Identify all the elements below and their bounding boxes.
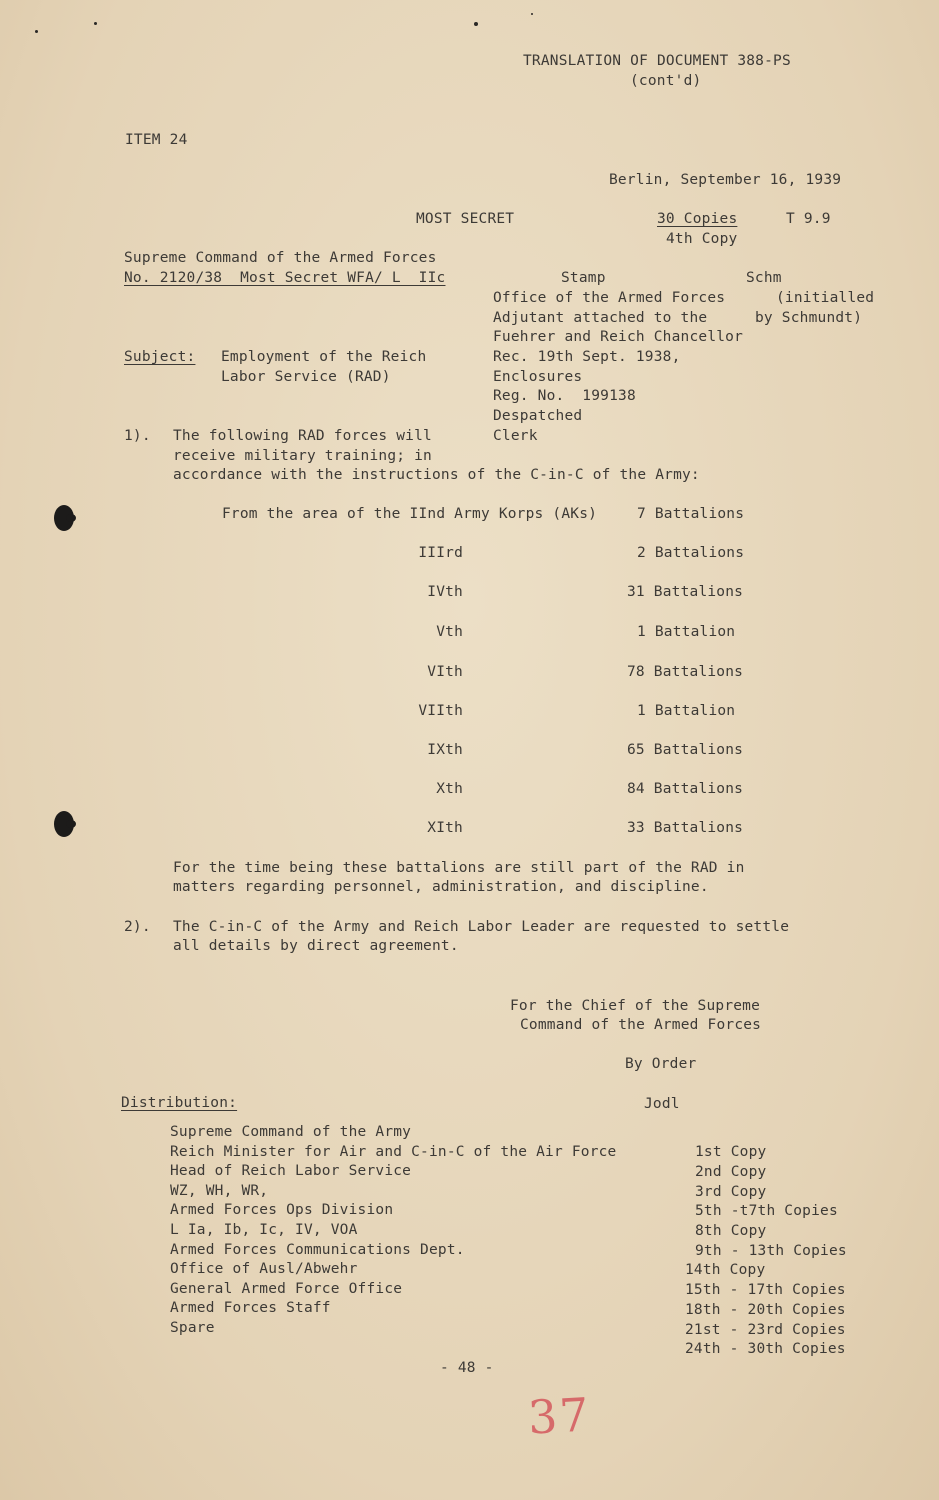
- korps-count: 65 Battalions: [627, 742, 744, 758]
- distribution-recipient: L Ia, Ib, Ic, IV, VOA: [170, 1222, 358, 1238]
- copies-total: 30 Copies: [657, 211, 738, 227]
- para1-line-2: receive military training; in: [173, 448, 432, 464]
- stamp-line: Fuehrer and Reich Chancellor: [493, 329, 744, 345]
- para1-note-line-2: matters regarding personnel, administration, and discipline.: [173, 879, 709, 895]
- stamp-title: Stamp: [561, 270, 606, 286]
- para1-note-line-1: For the time being these battalions are still part of the RAD in: [173, 860, 745, 876]
- sender-line-2: No. 2120/38 Most Secret WFA/ L IIc: [124, 270, 446, 286]
- korps-count: 2 Battalions: [637, 545, 745, 561]
- punch-hole-bottom: [54, 811, 74, 837]
- distribution-copy: 18th - 20th Copies: [685, 1302, 846, 1318]
- stamp-note-title: Schm: [746, 270, 782, 286]
- stamp-note-line: by Schmundt): [755, 310, 863, 326]
- copies-ref: T 9.9: [786, 211, 831, 227]
- punch-hole-top: [54, 505, 74, 531]
- stamp-line: Rec. 19th Sept. 1938,: [493, 349, 681, 365]
- distribution-recipient: WZ, WH, WR,: [170, 1183, 269, 1199]
- distribution-recipient: Head of Reich Labor Service: [170, 1163, 412, 1179]
- korps-count: 7 Battalions: [637, 506, 745, 522]
- korps-count: 31 Battalions: [627, 584, 744, 600]
- distribution-recipient: General Armed Force Office: [170, 1281, 403, 1297]
- distribution-recipient: Supreme Command of the Army: [170, 1124, 412, 1140]
- speck: [474, 22, 478, 26]
- document-title-cont: (cont'd): [630, 73, 702, 89]
- signature-by-order: By Order: [625, 1056, 697, 1072]
- distribution-recipient: Armed Forces Ops Division: [170, 1202, 394, 1218]
- signature-line-2: Command of the Armed Forces: [520, 1017, 762, 1033]
- korps-intro: From the area of the IInd Army Korps (AKs): [222, 506, 598, 522]
- korps-count: 33 Battalions: [627, 820, 744, 836]
- subject-label: Subject:: [124, 349, 196, 365]
- para1-line-1: The following RAD forces will: [173, 428, 432, 444]
- korps-name: Vth: [436, 624, 463, 640]
- para1-line-3: accordance with the instructions of the C-in-C of the Army:: [173, 467, 700, 483]
- korps-name: IXth: [427, 742, 463, 758]
- stamp-line: Clerk: [493, 428, 538, 444]
- item-label: ITEM 24: [125, 132, 188, 148]
- distribution-recipient: Armed Forces Staff: [170, 1300, 331, 1316]
- distribution-copy: 9th - 13th Copies: [695, 1243, 847, 1259]
- distribution-copy: 14th Copy: [685, 1262, 766, 1278]
- classification: MOST SECRET: [416, 211, 515, 227]
- handwritten-page-number: 37: [526, 1387, 592, 1445]
- stamp-line: Office of the Armed Forces: [493, 290, 726, 306]
- stamp-line: Enclosures: [493, 369, 583, 385]
- distribution-copy: 15th - 17th Copies: [685, 1282, 846, 1298]
- distribution-copy: 8th Copy: [695, 1223, 767, 1239]
- speck: [94, 22, 97, 25]
- distribution-label: Distribution:: [121, 1095, 238, 1111]
- korps-name: IVth: [427, 584, 463, 600]
- distribution-copy: 2nd Copy: [695, 1164, 767, 1180]
- korps-name: XIth: [427, 820, 463, 836]
- distribution-copy: 24th - 30th Copies: [685, 1341, 846, 1357]
- distribution-copy: 3rd Copy: [695, 1184, 767, 1200]
- para2-line-1: The C-in-C of the Army and Reich Labor Leader are requested to settle: [173, 919, 790, 935]
- distribution-recipient: Reich Minister for Air and C-in-C of the Air Force: [170, 1144, 617, 1160]
- stamp-line: Despatched: [493, 408, 583, 424]
- copies-this-copy: 4th Copy: [666, 231, 738, 247]
- speck: [531, 13, 533, 15]
- para2-number: 2).: [124, 919, 151, 935]
- para1-number: 1).: [124, 428, 151, 444]
- stamp-note-line: (initialled: [776, 290, 875, 306]
- distribution-copy: 21st - 23rd Copies: [685, 1322, 846, 1338]
- korps-name: Xth: [436, 781, 463, 797]
- stamp-line: Adjutant attached to the: [493, 310, 708, 326]
- distribution-recipient: Office of Ausl/Abwehr: [170, 1261, 358, 1277]
- distribution-copy: 1st Copy: [695, 1144, 767, 1160]
- korps-count: 1 Battalion: [637, 624, 736, 640]
- distribution-copy: 5th -t7th Copies: [695, 1203, 838, 1219]
- page-number: - 48 -: [440, 1360, 494, 1376]
- korps-name: VIth: [427, 664, 463, 680]
- signature-line-1: For the Chief of the Supreme: [510, 998, 761, 1014]
- speck: [35, 30, 38, 33]
- para2-line-2: all details by direct agreement.: [173, 938, 459, 954]
- korps-count: 78 Battalions: [627, 664, 744, 680]
- distribution-recipient: Armed Forces Communications Dept.: [170, 1242, 465, 1258]
- document-title: TRANSLATION OF DOCUMENT 388-PS: [523, 53, 791, 69]
- korps-name: IIIrd: [418, 545, 463, 561]
- stamp-line: Reg. No. 199138: [493, 388, 636, 404]
- distribution-recipient: Spare: [170, 1320, 215, 1336]
- place-date: Berlin, September 16, 1939: [609, 172, 842, 188]
- korps-count: 1 Battalion: [637, 703, 736, 719]
- korps-count: 84 Battalions: [627, 781, 744, 797]
- sender-line-1: Supreme Command of the Armed Forces: [124, 250, 437, 266]
- korps-name: VIIth: [418, 703, 463, 719]
- signature-name: Jodl: [644, 1096, 680, 1112]
- subject-line-2: Labor Service (RAD): [221, 369, 391, 385]
- subject-line-1: Employment of the Reich: [221, 349, 427, 365]
